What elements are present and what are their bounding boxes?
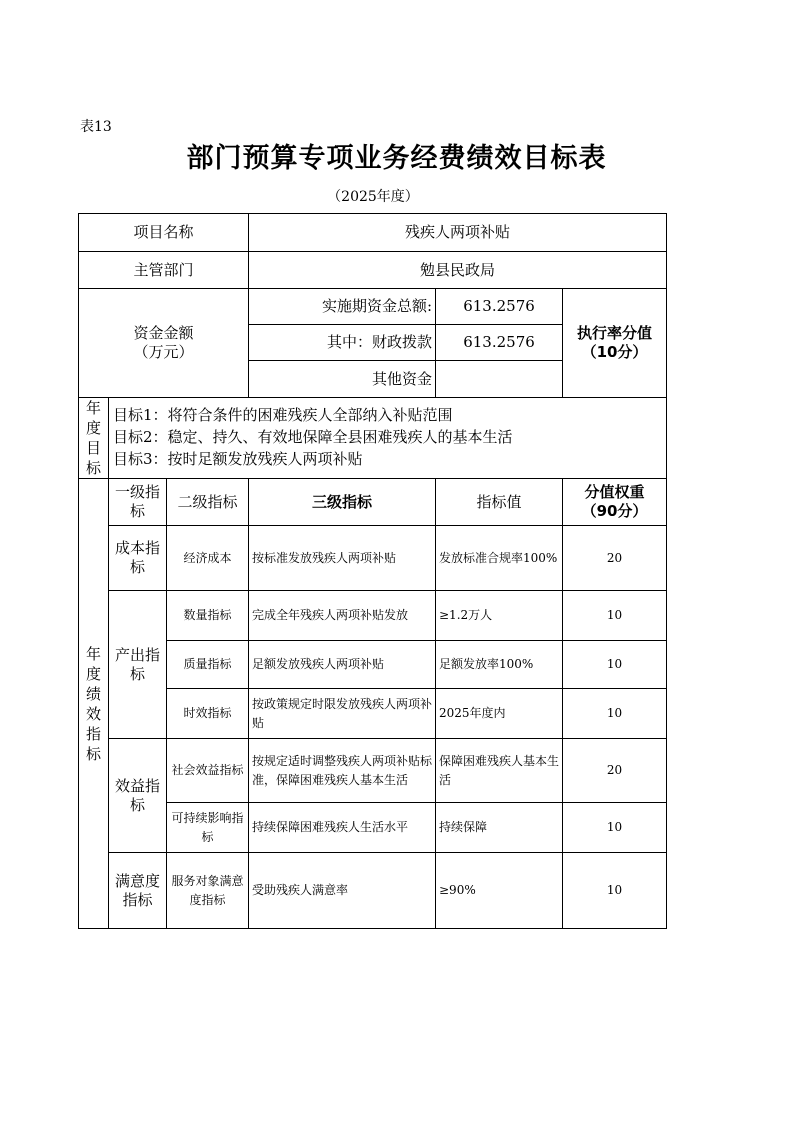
header-level2: 二级指标 — [167, 479, 249, 526]
annual-goal-label: 年 度 目 标 — [79, 398, 109, 479]
level2-social-benefit: 社会效益指标 — [167, 739, 249, 803]
level2-economic-cost: 经济成本 — [167, 526, 249, 591]
indicator-row-social — [79, 739, 667, 803]
level3-quantity: 完成全年残疾人两项补贴发放 — [249, 591, 436, 641]
execution-rate-label: 执行率分值 — [576, 324, 652, 342]
performance-target-table — [78, 213, 667, 929]
value-quality: 足额发放率100% — [436, 641, 563, 689]
funds-other-value — [436, 361, 563, 398]
header-level1: 一级指标 — [109, 479, 167, 526]
funds-fiscal-label: 其中：财政拨款 — [249, 325, 436, 361]
level3-sustainable: 持续保障困难残疾人生活水平 — [249, 803, 436, 853]
level2-quality: 质量指标 — [167, 641, 249, 689]
funds-total-value: 613.2576 — [436, 289, 563, 325]
funds-total-label: 实施期资金总额: — [249, 289, 436, 325]
funds-total-row — [79, 289, 667, 325]
indicator-header-row — [79, 479, 667, 526]
value-quantity: ≥1.2万人 — [436, 591, 563, 641]
execution-rate-score: （10分） — [581, 343, 648, 361]
level2-quantity: 数量指标 — [167, 591, 249, 641]
weight-cost: 20 — [563, 526, 667, 591]
project-name-label: 项目名称 — [79, 214, 249, 252]
goal-2: 目标2：稳定、持久、有效地保障全县困难残疾人的基本生活 — [113, 428, 513, 446]
header-weight: 分值权重 （90分） — [563, 479, 667, 526]
level1-output: 产出指标 — [109, 591, 167, 739]
weight-timeliness: 10 — [563, 689, 667, 739]
indicator-row-timeliness — [79, 689, 667, 739]
project-row — [79, 214, 667, 252]
weight-social-benefit: 20 — [563, 739, 667, 803]
annual-goals — [109, 398, 667, 479]
header-value: 指标值 — [436, 479, 563, 526]
execution-rate-cell — [563, 289, 667, 398]
level1-cost: 成本指标 — [109, 526, 167, 591]
value-sustainable: 持续保障 — [436, 803, 563, 853]
department-value: 勉县民政局 — [249, 252, 667, 289]
goal-3: 目标3：按时足额发放残疾人两项补贴 — [113, 450, 363, 468]
page-title: 部门预算专项业务经费绩效目标表 — [186, 143, 607, 174]
annual-goal-row — [79, 398, 667, 479]
level3-satisfaction: 受助残疾人满意率 — [249, 853, 436, 929]
funds-label-cell — [79, 289, 249, 398]
indicator-row-quantity — [79, 591, 667, 641]
goal-1: 目标1：将符合条件的困难残疾人全部纳入补贴范围 — [113, 406, 453, 424]
weight-quantity: 10 — [563, 591, 667, 641]
value-cost: 发放标准合规率100% — [436, 526, 563, 591]
header-level3: 三级指标 — [249, 479, 436, 526]
value-social-benefit: 保障困难残疾人基本生活 — [436, 739, 563, 803]
funds-other-label: 其他资金 — [249, 361, 436, 398]
indicator-row-quality — [79, 641, 667, 689]
level1-satisfaction: 满意度指标 — [109, 853, 167, 929]
level2-service-satisfaction: 服务对象满意度指标 — [167, 853, 249, 929]
indicator-row-sustainable — [79, 803, 667, 853]
value-timeliness: 2025年度内 — [436, 689, 563, 739]
weight-quality: 10 — [563, 641, 667, 689]
table-number: 表13 — [80, 119, 112, 135]
indicator-row-satisfaction — [79, 853, 667, 929]
indicator-row-cost — [79, 526, 667, 591]
level3-social-benefit: 按规定适时调整残疾人两项补贴标准，保障困难残疾人基本生活 — [249, 739, 436, 803]
level1-benefit: 效益指标 — [109, 739, 167, 853]
funds-fiscal-value: 613.2576 — [436, 325, 563, 361]
value-satisfaction: ≥90% — [436, 853, 563, 929]
department-label: 主管部门 — [79, 252, 249, 289]
year-label: （2025年度） — [327, 189, 419, 205]
weight-sustainable: 10 — [563, 803, 667, 853]
level3-cost: 按标准发放残疾人两项补贴 — [249, 526, 436, 591]
funds-unit: （万元） — [133, 343, 194, 361]
funds-label: 资金金额 — [133, 324, 194, 342]
level3-timeliness: 按政策规定时限发放残疾人两项补贴 — [249, 689, 436, 739]
weight-satisfaction: 10 — [563, 853, 667, 929]
department-row — [79, 252, 667, 289]
level3-quality: 足额发放残疾人两项补贴 — [249, 641, 436, 689]
level2-sustainable: 可持续影响指标 — [167, 803, 249, 853]
indicator-side-label: 年 度 绩 效 指 标 — [79, 479, 109, 929]
project-name-value: 残疾人两项补贴 — [249, 214, 667, 252]
level2-timeliness: 时效指标 — [167, 689, 249, 739]
